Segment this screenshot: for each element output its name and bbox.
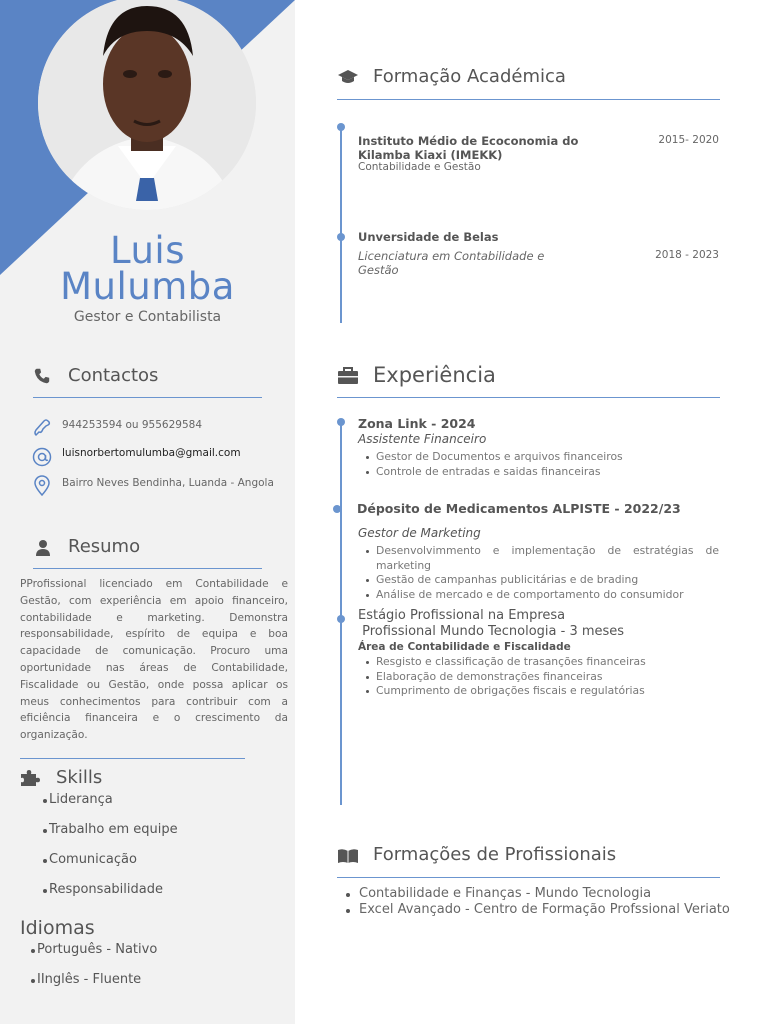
skills-title: Skills xyxy=(56,767,103,788)
education-institution: Instituto Médio de Ecoconomia do Kilamba Kiaxi (IMEKK) xyxy=(358,134,579,162)
training-item: Excel Avançado - Centro de Formação Profssional Veriato xyxy=(359,902,730,917)
skills-divider xyxy=(20,758,245,759)
summary-divider xyxy=(33,568,262,569)
education-timeline xyxy=(340,127,342,323)
briefcase-icon xyxy=(337,367,359,385)
job-task: Elaboração de demonstrações financeiras xyxy=(376,670,719,685)
internship-area: Área de Contabilidade e Fiscalidade xyxy=(358,641,571,653)
job-role: Gestor de Marketing xyxy=(358,526,481,540)
email-at-icon xyxy=(31,446,53,468)
job-task: Gestão de campanhas publicitárias e de brading xyxy=(376,573,719,588)
education-institution: Unversidade de Belas xyxy=(358,230,499,244)
timeline-dot xyxy=(337,233,345,241)
education-title: Formação Académica xyxy=(373,66,566,87)
timeline-dot xyxy=(333,505,341,513)
skill-item: Comunicação xyxy=(49,852,137,867)
timeline-dot xyxy=(337,615,345,623)
phone-icon xyxy=(33,367,51,385)
job-title: Zona Link - 2024 xyxy=(358,416,476,431)
education-dates: 2015- 2020 xyxy=(658,134,719,146)
contacts-divider xyxy=(33,397,262,398)
timeline-dot xyxy=(337,418,345,426)
experience-divider xyxy=(337,397,720,398)
skill-item: Trabalho em equipe xyxy=(49,822,178,837)
trainings-divider xyxy=(337,877,720,878)
contact-email-link[interactable]: luisnorbertomulumba@gmail.com xyxy=(62,447,241,459)
skill-item: Liderança xyxy=(49,792,113,807)
contact-phone: 944253594 ou 955629584 xyxy=(62,419,203,431)
internship-title: Estágio Profissional na Empresa xyxy=(358,608,566,623)
contacts-title: Contactos xyxy=(68,365,159,386)
job-task: Desenvolvimmento e implementação de estratégias de marketing xyxy=(376,544,719,572)
open-book-icon xyxy=(337,847,359,865)
job-task: Controle de entradas e saidas financeiras xyxy=(376,465,719,480)
summary-text: PProfissional licenciado em Contabilidade e Gestão, com experiência em apoio financeiro, contabilidade e marketing. Demonstra responsabilidade, espírito de equipa e boa capacidade de comunicação. Procuro uma oportunidade nas áreas de Contabilidade, Fiscalidade ou Gestão, onde possa aplicar os meus conhecimentos para contribuir com a eficiência financeira e o crescimento da organização. xyxy=(20,578,288,742)
contact-address: Bairro Neves Bendinha, Luanda - Angola xyxy=(62,477,274,489)
sidebar xyxy=(0,0,295,1024)
education-divider xyxy=(337,99,720,100)
language-item: Português - Nativo xyxy=(37,942,158,957)
job-task: Resgisto e classificação de trasanções financeiras xyxy=(376,655,719,670)
job-title: Déposito de Medicamentos ALPISTE - 2022/23 xyxy=(357,501,681,516)
job-task-list xyxy=(376,544,719,602)
education-course: Licenciatura em Contabilidade e Gestão xyxy=(358,249,545,277)
education-course: Contabilidade e Gestão xyxy=(358,161,481,173)
job-task: Análise de mercado e de comportamento do consumidor xyxy=(376,588,719,603)
profile-photo xyxy=(38,0,256,210)
location-pin-icon xyxy=(31,475,53,497)
graduation-cap-icon xyxy=(337,68,359,86)
experience-timeline xyxy=(340,420,342,805)
skill-item: Responsabilidade xyxy=(49,882,163,897)
education-dates: 2018 - 2023 xyxy=(655,249,719,261)
job-role: Gestor e Contabilista xyxy=(73,309,222,325)
summary-title: Resumo xyxy=(68,536,141,557)
first-name: Luis xyxy=(110,229,185,272)
internship-company: Profissional Mundo Tecnologia - 3 meses xyxy=(358,624,625,639)
job-task-list xyxy=(376,450,719,479)
experience-title: Experiência xyxy=(373,363,496,387)
timeline-dot xyxy=(337,123,345,131)
phone-outline-icon xyxy=(31,417,53,439)
training-item: Contabilidade e Finanças - Mundo Tecnologia xyxy=(359,886,730,902)
job-task: Gestor de Documentos e arquivos financeiros xyxy=(376,450,719,465)
job-task: Cumprimento de obrigações fiscais e regulatórias xyxy=(376,684,719,699)
trainings-list xyxy=(359,886,730,918)
languages-title: Idiomas xyxy=(20,917,95,939)
user-icon xyxy=(34,539,52,557)
trainings-title: Formações de Profissionais xyxy=(373,844,617,865)
language-item: IInglês - Fluente xyxy=(37,972,142,987)
job-task-list xyxy=(376,655,719,699)
puzzle-icon xyxy=(20,769,42,787)
job-role: Assistente Financeiro xyxy=(358,432,487,446)
last-name: Mulumba xyxy=(60,265,235,308)
